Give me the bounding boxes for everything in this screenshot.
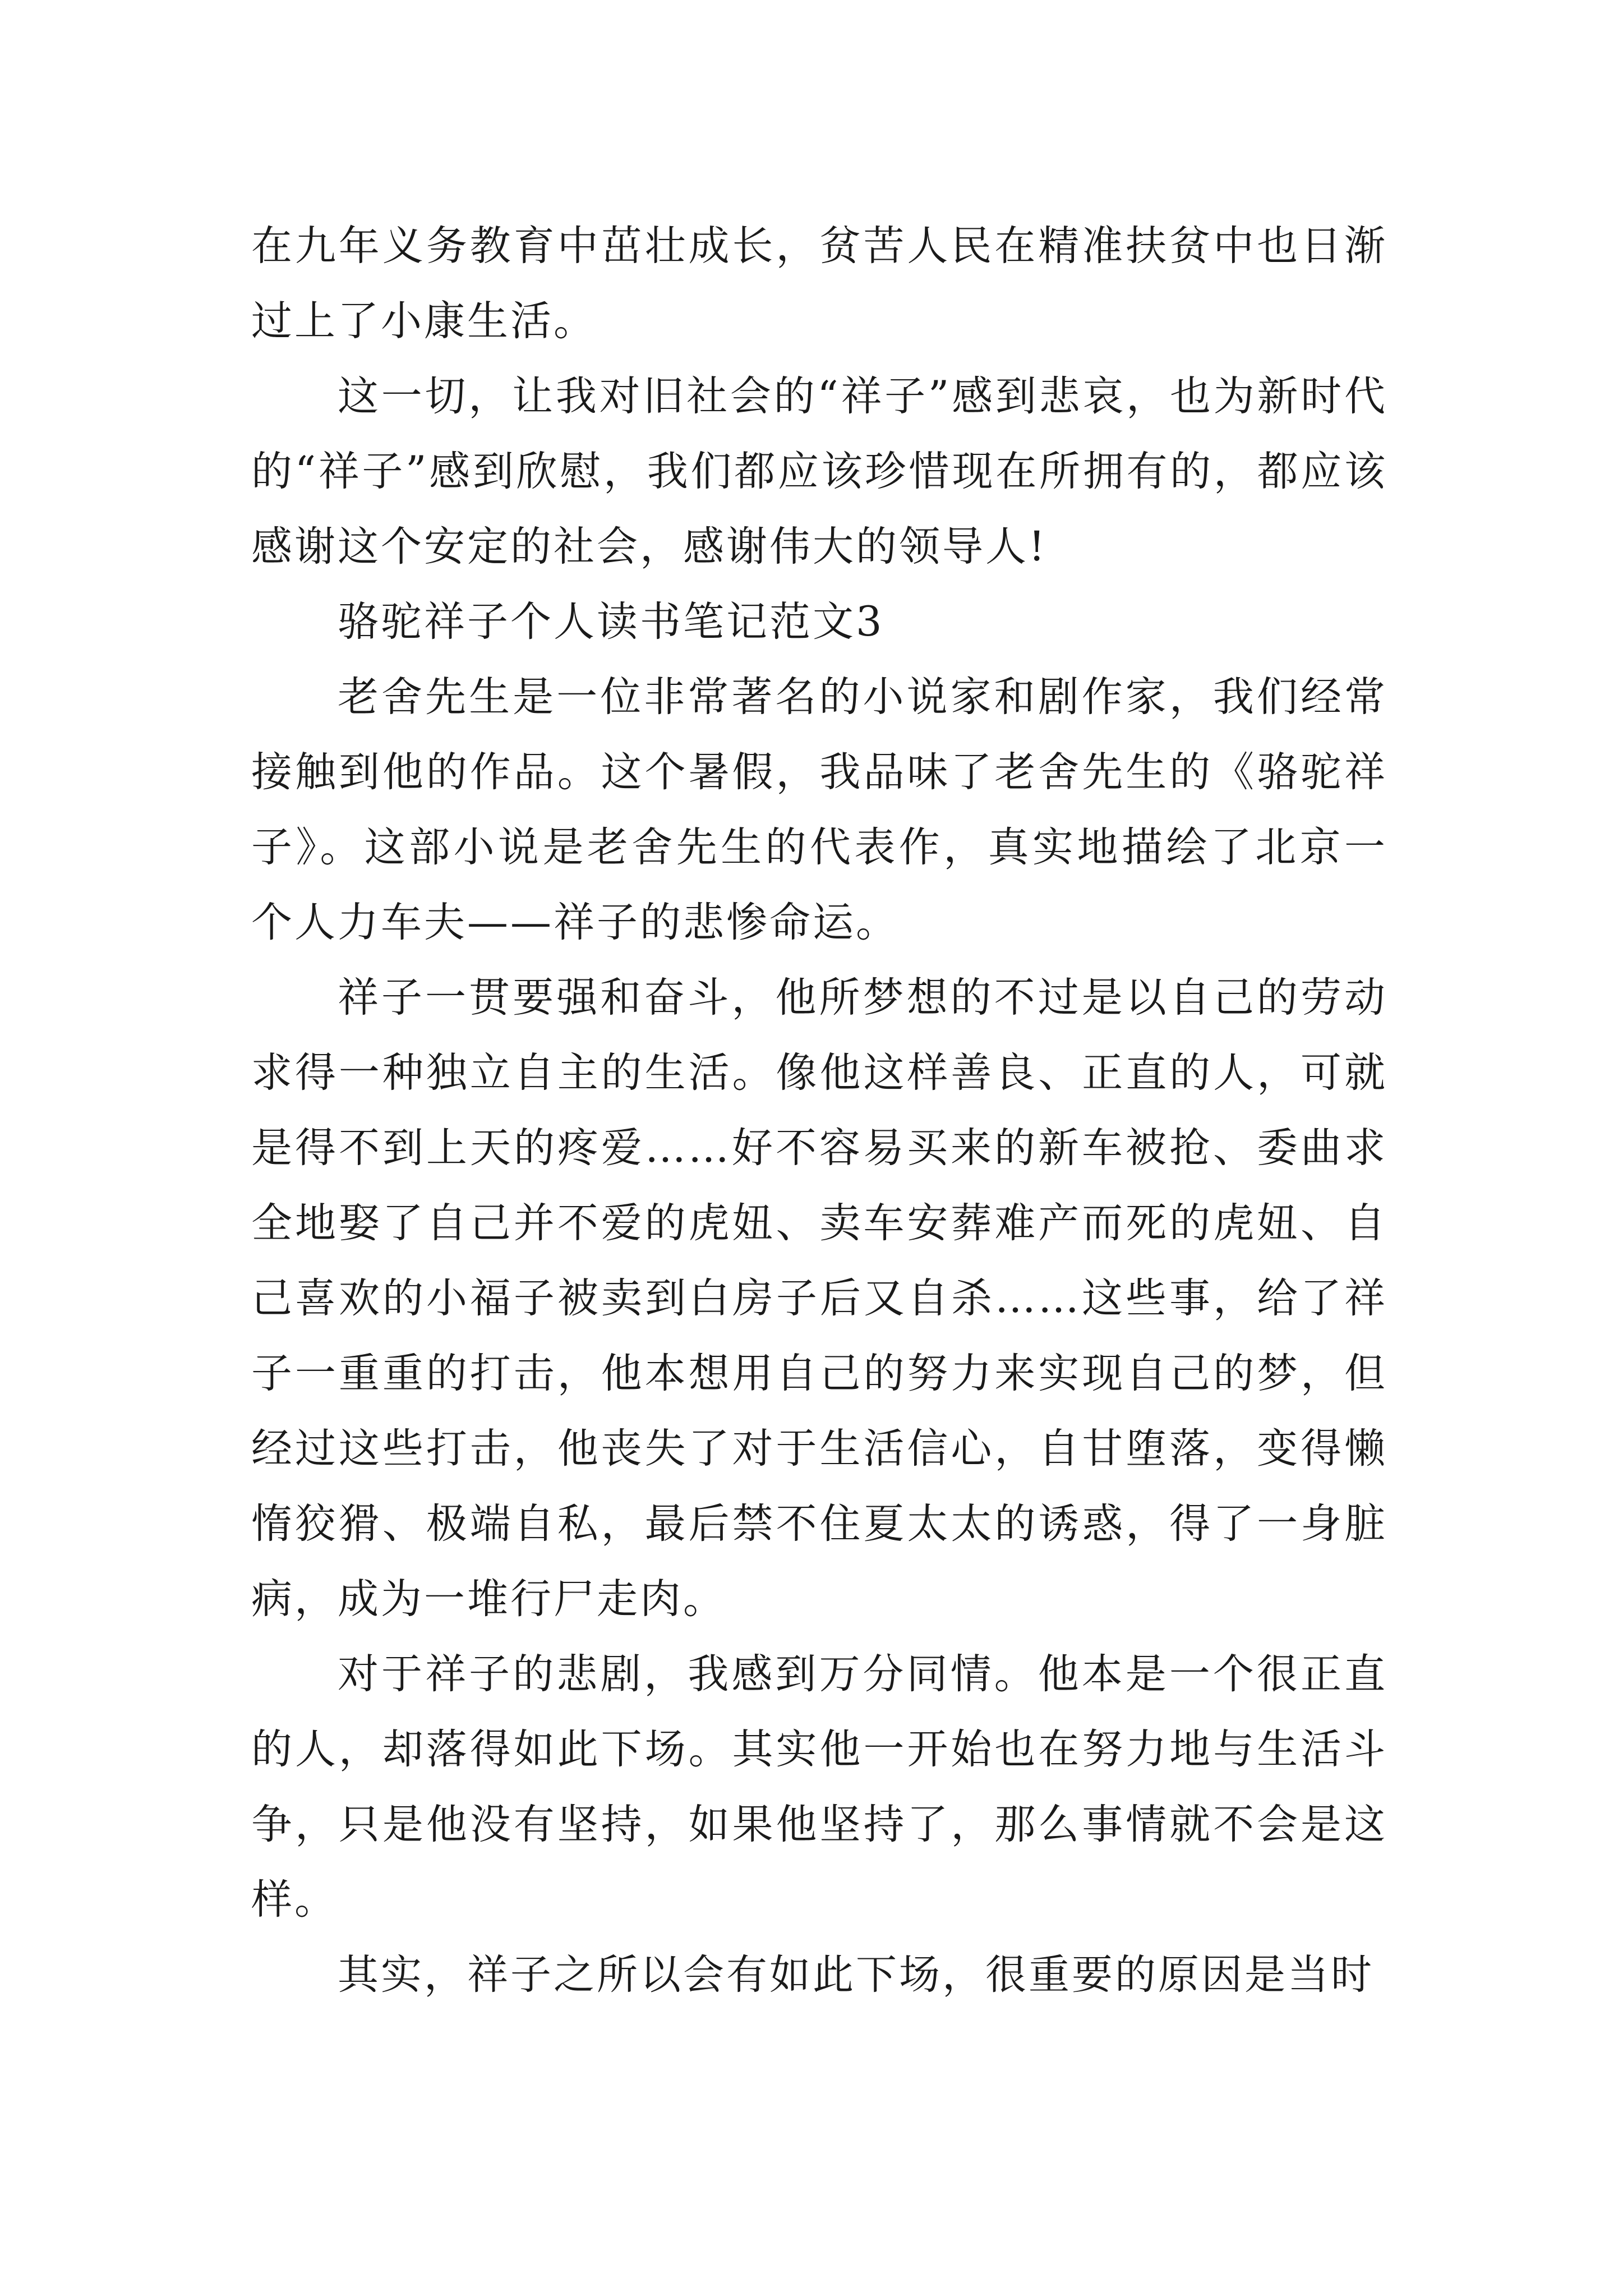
paragraph-6: 其实，祥子之所以会有如此下场，很重要的原因是当时 <box>338 1951 1374 1999</box>
paragraph-3: 老舍先生是一位非常著名的小说家和剧作家，我们经常接触到他的作品。这个暑假，我品味了老舍先生的《骆驼祥子》。这部小说是老舍先生的代表作，真实地描绘了北京一个人力车夫——祥子的悲惨命运。 <box>251 673 1387 946</box>
document-body <box>251 209 1387 2013</box>
paragraph-4: 祥子一贯要强和奋斗，他所梦想的不过是以自己的劳动求得一种独立自主的生活。像他这样善良、正直的人，可就是得不到上天的疼爱……好不容易买来的新车被抢、委曲求全地娶了自己并不爱的虎妞、卖车安葬难产而死的虎妞、自己喜欢的小福子被卖到白房子后又自杀……这些事，给了祥子一重重的打击，他本想用自己的努力来实现自己的梦，但经过这些打击，他丧失了对于生活信心，自甘堕落，变得懒惰狡猾、极端自私，最后禁不住夏太太的诱惑，得了一身脏病，成为一堆行尸走肉。 <box>251 974 1387 1623</box>
paragraph-1: 在九年义务教育中茁壮成长，贫苦人民在精准扶贫中也日渐过上了小康生活。 <box>251 222 1387 345</box>
paragraph-2: 这一切，让我对旧社会的“祥子”感到悲哀，也为新时代的“祥子”感到欣慰，我们都应该珍惜现在所拥有的，都应该感谢这个安定的社会，感谢伟大的领导人! <box>251 372 1387 570</box>
section-heading: 骆驼祥子个人读书笔记范文3 <box>338 598 884 646</box>
paragraph-5: 对于祥子的悲剧，我感到万分同情。他本是一个很正直的人，却落得如此下场。其实他一开始也在努力地与生活斗争，只是他没有坚持，如果他坚持了，那么事情就不会是这样。 <box>251 1650 1387 1924</box>
